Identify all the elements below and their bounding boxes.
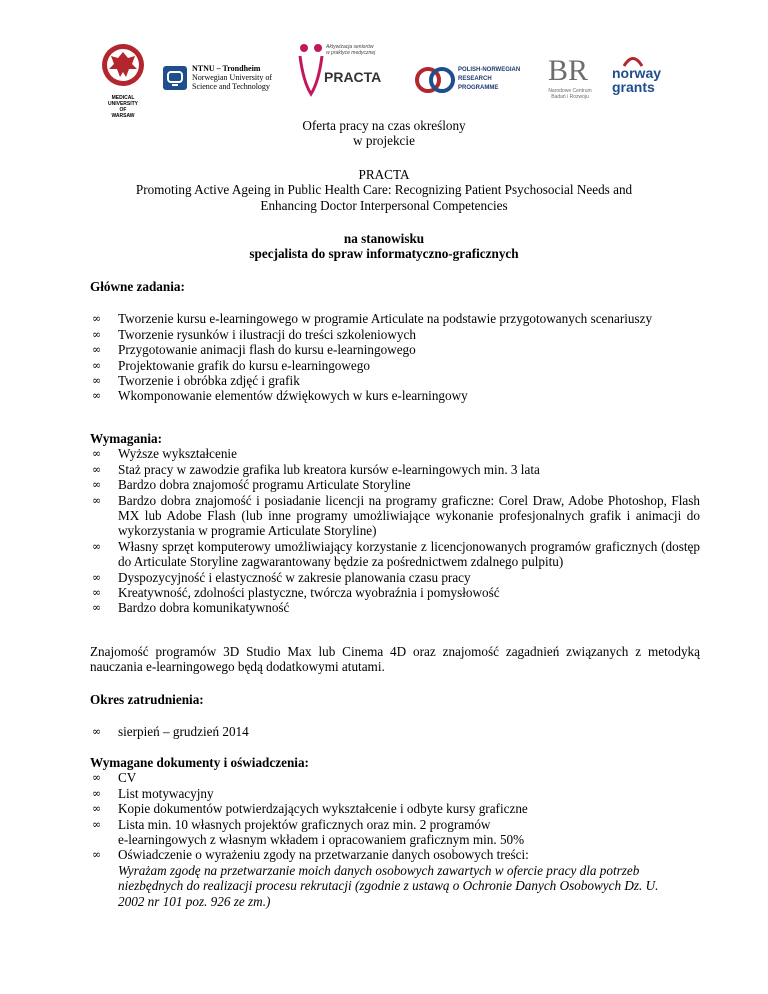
tasks-heading: Główne zadania: — [90, 279, 185, 294]
project-full-title-1: Promoting Active Ageing in Public Health Care: Recognizing Patient Psychosocial Needs and — [135, 182, 633, 198]
bullet-icon: ∞ — [92, 848, 102, 862]
position-line2: specjalista do spraw informatyczno-graficznych — [249, 246, 519, 262]
practa-logo — [296, 40, 396, 102]
norway-line1: norway — [612, 65, 662, 81]
offer-line2: w projekcie — [353, 133, 415, 149]
bullet-icon: ∞ — [92, 462, 102, 476]
norway-line2: grants — [612, 79, 655, 95]
requirements-section — [90, 431, 700, 616]
list-item: ∞ Dyspozycyjność i elastyczność w zakresie planowania czasu pracy — [92, 569, 471, 585]
requirements-heading: Wymagania: — [90, 431, 163, 446]
consent-statement: Wyrażam zgodę na przetwarzanie moich danych osobowych zawartych w ofercie pracy dla potrzeb niezbędnych do realizacji procesu rekrutacji (zgodnie z ustawą o Ochronie Danych Osobowych Dz. U. 2002 nr 101 poz. 926 ze zm.) — [118, 862, 659, 909]
list-item: ∞ Lista min. 10 własnych projektów graficznych oraz min. 2 programów e-learningowych z własnym wkładem i opracowaniem graficznym min. 50% — [92, 816, 525, 848]
ntnu-logo — [163, 62, 285, 98]
svg-text:BR: BR — [548, 54, 589, 84]
list-item: ∞ CV — [92, 770, 137, 786]
bullet-icon: ∞ — [92, 539, 102, 553]
bullet-icon: ∞ — [92, 343, 102, 357]
title-block — [0, 118, 768, 262]
list-item: ∞ List motywacyjny — [92, 785, 214, 801]
list-item: ∞ sierpień – grudzień 2014 — [92, 724, 249, 740]
bullet-icon: ∞ — [92, 327, 102, 341]
practa-figure-icon — [296, 42, 326, 98]
ncbr-logo — [536, 52, 604, 104]
bullet-icon: ∞ — [92, 447, 102, 461]
pnrp-rings-icon — [414, 66, 456, 94]
extra-paragraph: Znajomość programów 3D Studio Max lub Cinema 4D oraz znajomość zagadnień związanych z metodyką nauczania e-learningowego będą dodatkowymi atutami. — [90, 644, 700, 675]
eagle-crest-icon — [92, 42, 154, 92]
ntnu-mark-icon — [163, 66, 187, 90]
period-heading: Okres zatrudnienia: — [90, 692, 204, 707]
bullet-icon: ∞ — [92, 374, 102, 388]
bullet-icon: ∞ — [92, 817, 102, 831]
list-item: ∞ Bardzo dobra komunikatywność — [92, 600, 290, 616]
list-item: ∞ Kreatywność, zdolności plastyczne, twórcza wyobraźnia i pomysłowość — [92, 585, 500, 601]
pnrp-line2: RESEARCH — [458, 76, 492, 82]
bullet-icon: ∞ — [92, 802, 102, 816]
pnrp-line3: PROGRAMME — [458, 85, 499, 91]
bullet-icon: ∞ — [92, 358, 102, 372]
list-item: ∞ Bardzo dobra znajomość programu Articulate Storyline — [92, 477, 411, 493]
practa-name: PRACTA — [324, 69, 382, 85]
pnrp-line1: POLISH-NORWEGIAN — [458, 67, 521, 73]
documents-section — [90, 755, 690, 909]
list-item: ∞ Oświadczenie o wyrażeniu zgody na przetwarzanie danych osobowych treści: Wyrażam zgodę na przetwarzanie moich danych osobowych zawartych w ofercie pracy dla potrzeb niezbędnych do realizacji procesu rekrutacji (zgodnie z ustawą o Ochronie Danych Osobowych Dz. U. 2002 nr 101 poz. 926 ze zm.) — [118, 847, 688, 909]
list-item: ∞ Staż pracy w zawodzie grafika lub kreatora kursów e-learningowych min. 3 lata — [92, 461, 540, 477]
bullet-icon: ∞ — [92, 389, 102, 403]
requirements-list — [92, 446, 700, 616]
bullet-icon: ∞ — [92, 570, 102, 584]
project-name: PRACTA — [358, 166, 410, 182]
list-item: ∞ Kopie dokumentów potwierdzających wykształcenie i odbyte kursy graficzne — [92, 801, 528, 817]
practa-tag1: Aktywizacja seniorów — [326, 44, 374, 50]
period-section — [90, 692, 690, 740]
project-full-title-2: Enhancing Doctor Interpersonal Competencies — [260, 197, 508, 213]
practa-tag2: w praktyce medycznej — [326, 50, 376, 56]
ntnu-name: NTNU – Trondheim — [192, 64, 261, 73]
bullet-icon: ∞ — [92, 586, 102, 600]
bullet-icon: ∞ — [92, 478, 102, 492]
list-item: ∞ Tworzenie kursu e-learningowego w programie Articulate na podstawie przygotowanych scenariuszy — [92, 311, 653, 327]
ntnu-sub2: Science and Technology — [192, 82, 270, 91]
offer-line1: Oferta pracy na czas określony — [302, 118, 466, 133]
documents-heading: Wymagane dokumenty i oświadczenia: — [90, 755, 309, 770]
list-item: ∞ Wyższe wykształcenie — [92, 446, 237, 462]
pnrp-logo — [414, 60, 532, 100]
list-item: ∞ Bardzo dobra znajomość i posiadanie licencji na programy graficzne: Corel Draw, Adobe Photoshop, Flash MX lub Adobe Flash (lub inne programy umożliwiające wykonanie profesjonalnych grafik i animacji do wykorzystania w programie Articulate Storyline) — [92, 492, 700, 539]
bullet-icon: ∞ — [92, 601, 102, 615]
position-line1: na stanowisku — [343, 231, 425, 247]
ntnu-sub1: Norwegian University of — [192, 73, 272, 82]
list-item: ∞ Tworzenie rysunków i ilustracji do treści szkoleniowych — [92, 326, 416, 342]
list-item: ∞ Przygotowanie animacji flash do kursu e-learningowego — [92, 342, 416, 358]
tasks-section — [90, 279, 690, 404]
wum-logo — [92, 42, 154, 120]
norway-grants-logo — [608, 56, 680, 100]
ncbr-br-icon — [548, 52, 592, 84]
list-item: ∞ Wkomponowanie elementów dźwiękowych w kurs e-learningowy — [92, 388, 468, 404]
list-item: ∞ Własny sprzęt komputerowy umożliwiający korzystanie z licencjonowanych programów graficznych (dostęp do Articulate Storyline zagwarantowany będzie za pośrednictwem zdalnego pulpitu) — [92, 538, 700, 570]
wum-text: MEDICAL UNIVERSITY OF WARSAW — [108, 95, 139, 120]
bullet-icon: ∞ — [92, 786, 102, 800]
ncbr-line2: Badań i Rozwoju — [551, 94, 589, 100]
bullet-icon: ∞ — [92, 312, 102, 326]
logo-strip — [0, 38, 768, 120]
list-item: ∞ Tworzenie i obróbka zdjęć i grafik — [92, 373, 300, 389]
bullet-icon: ∞ — [92, 771, 102, 785]
bullet-icon: ∞ — [92, 493, 102, 507]
documents-list — [92, 770, 688, 909]
list-item: ∞ Projektowanie grafik do kursu e-learningowego — [92, 357, 370, 373]
ncbr-line1: Narodowe Centrum — [548, 88, 592, 94]
period-list — [92, 724, 690, 740]
tasks-list — [92, 311, 700, 404]
bullet-icon: ∞ — [92, 725, 102, 739]
